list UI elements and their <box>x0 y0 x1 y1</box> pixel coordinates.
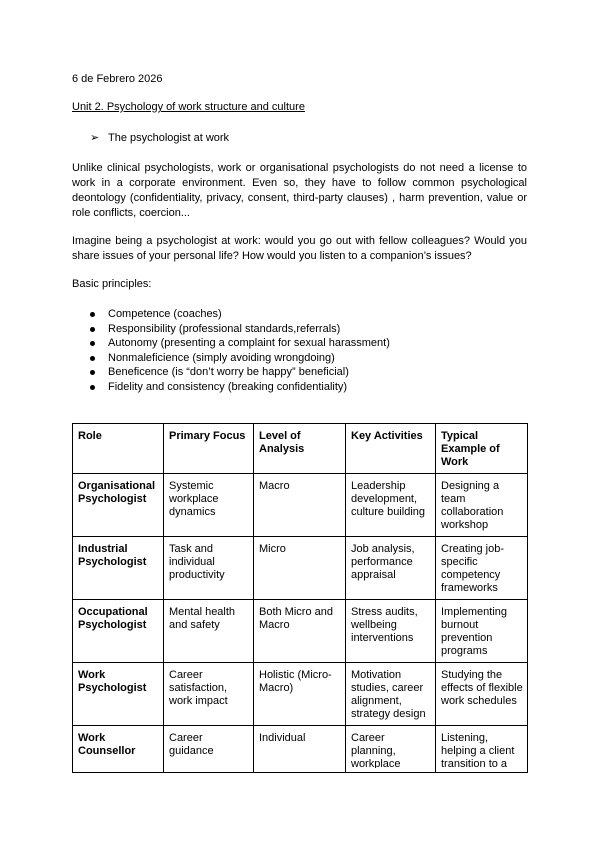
table-cell: Creating job-specific competency frameworks <box>436 537 528 600</box>
list-item: Competence (coaches) <box>72 307 390 322</box>
list-item: Responsibility (professional standards,referrals) <box>72 322 390 337</box>
principles-list <box>72 307 390 395</box>
cell-text: Career planning, workplace <box>351 732 401 768</box>
role-cell: Work Psychologist <box>73 663 164 726</box>
roles-table <box>72 423 528 773</box>
header-cell: Key Activities <box>346 424 436 474</box>
table-cell: Holistic (Micro-Macro) <box>254 663 346 726</box>
list-item: Fidelity and consistency (breaking confidentiality) <box>72 380 390 395</box>
subheading-text: The psychologist at work <box>108 132 230 144</box>
table-row <box>73 663 528 726</box>
table-row <box>73 474 528 537</box>
document-date: 6 de Febrero 2026 <box>72 73 163 85</box>
table-cell: Studying the effects of flexible work schedules <box>436 663 528 726</box>
paragraph-questions: Imagine being a psychologist at work: would you go out with fellow colleagues? Would you share issues of your personal life? How would you listen to a companion’s issues? <box>72 235 527 262</box>
header-cell: Primary Focus <box>164 424 254 474</box>
table-cell: Both Micro and Macro <box>254 600 346 663</box>
table-cell <box>346 726 436 773</box>
list-item: Nonmaleficience (simply avoiding wrongdoing) <box>72 351 390 366</box>
table-cell: Job analysis, performance appraisal <box>346 537 436 600</box>
table-cell: Implementing burnout prevention programs <box>436 600 528 663</box>
table-cell: Systemic workplace dynamics <box>164 474 254 537</box>
cell-text: Individual <box>259 732 306 744</box>
table-cell: Task and individual productivity <box>164 537 254 600</box>
subheading <box>90 131 229 144</box>
header-cell: Typical Example of Work <box>436 424 528 474</box>
table-cell: Macro <box>254 474 346 537</box>
table-cell: Leadership development, culture building <box>346 474 436 537</box>
table-cell: Motivation studies, career alignment, strategy design <box>346 663 436 726</box>
table-cell: Stress audits, wellbeing interventions <box>346 600 436 663</box>
table-cell <box>436 726 528 773</box>
table-cell: Micro <box>254 537 346 600</box>
cell-text: Career guidance <box>169 732 214 757</box>
arrow-bullet-icon: ➢ <box>90 132 100 144</box>
header-cell: Level of Analysis <box>254 424 346 474</box>
paragraph-intro: Unlike clinical psychologists, work or organisational psychologists do not need a license to work in a corporate environment. Even so, they have to follow common psychological deontology (confidentiality, privacy, consent, third-party clauses) , harm prevention, value or role conflicts, coercion... <box>72 162 527 219</box>
section-heading: Unit 2. Psychology of work structure and culture <box>72 101 305 113</box>
role-cell <box>73 726 164 773</box>
table-cell <box>254 726 346 773</box>
list-item: Autonomy (presenting a complaint for sexual harassment) <box>72 336 390 351</box>
table-cell: Designing a team collaboration workshop <box>436 474 528 537</box>
table-row <box>73 537 528 600</box>
role-cell: Organisational Psychologist <box>73 474 164 537</box>
table-cell: Mental health and safety <box>164 600 254 663</box>
table-cell: Career satisfaction, work impact <box>164 663 254 726</box>
table-cell <box>164 726 254 773</box>
table-row <box>73 726 528 773</box>
cell-text: Listening, helping a client transition to a <box>441 732 515 768</box>
cell-text: Work Counsellor <box>78 732 136 757</box>
table-row <box>73 600 528 663</box>
header-cell: Role <box>73 424 164 474</box>
role-cell: Occupational Psychologist <box>73 600 164 663</box>
table-header-row <box>73 424 528 474</box>
basic-principles-label: Basic principles: <box>72 278 152 290</box>
role-cell: Industrial Psychologist <box>73 537 164 600</box>
list-item: Beneficence (is “don’t worry be happy” beneficial) <box>72 365 390 380</box>
